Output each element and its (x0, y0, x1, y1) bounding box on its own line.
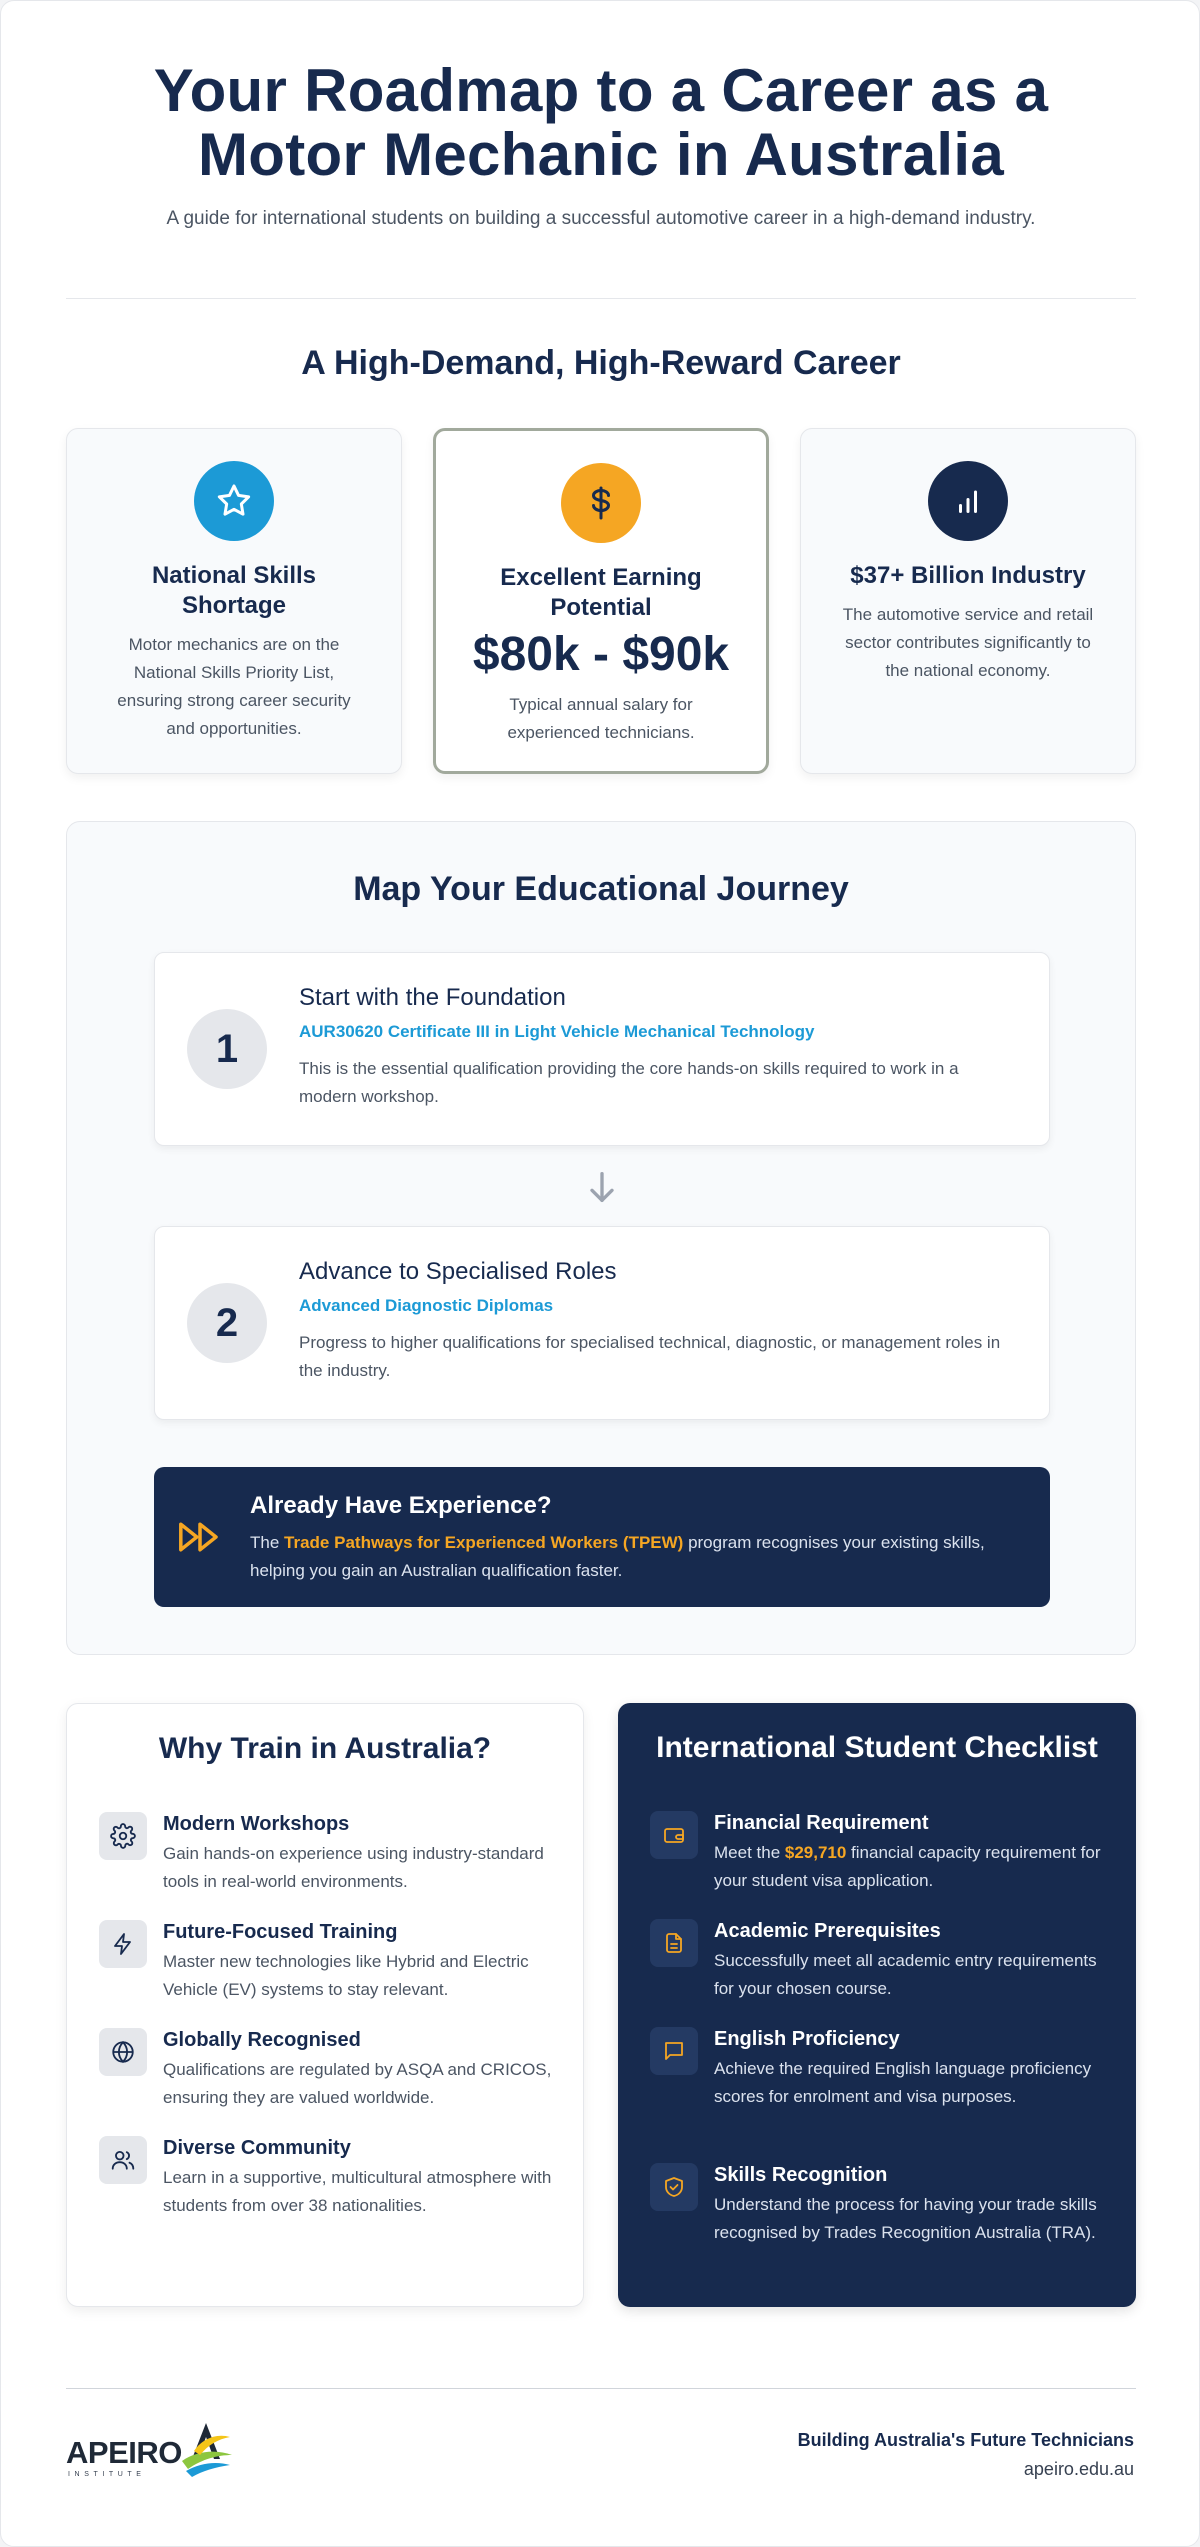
footer-info (798, 2427, 1134, 2485)
apeiro-logo (66, 2421, 236, 2481)
footer-divider (66, 2388, 1136, 2389)
page-title: Your Roadmap to a Career as a Motor Mechanic in Australia (153, 57, 1049, 188)
experience-callout (154, 1467, 1050, 1607)
journey-section-title: Map Your Educational Journey (353, 870, 849, 908)
page-subtitle: A guide for international students on building a successful automotive career in a high-demand industry. (166, 208, 1036, 229)
chat-icon (650, 2027, 698, 2075)
item-text: Meet the $29,710 financial capacity requirement for your student visa application. (714, 1843, 1101, 1890)
step-text: This is the essential qualification providing the core hands-on skills required to work in a modern workshop. (299, 1059, 959, 1106)
item-title: Modern Workshops (163, 1813, 350, 1835)
journey-step (154, 1226, 1050, 1420)
step-title: Advance to Specialised Roles (299, 1258, 617, 1285)
stat-card-title: National Skills Shortage (151, 562, 317, 619)
student-checklist-panel (618, 1703, 1136, 2307)
tpew-highlight: Trade Pathways for Experienced Workers (TPEW) (284, 1533, 684, 1552)
dollar-icon (561, 463, 641, 543)
stat-card-text: Typical annual salary for experienced technicians. (507, 695, 695, 742)
bar-chart-icon (928, 461, 1008, 541)
step-qualification: AUR30620 Certificate III in Light Vehicle Mechanical Technology (299, 1022, 815, 1041)
item-title: Globally Recognised (163, 2029, 361, 2051)
item-text: Gain hands-on experience using industry-standard tools in real-world environments. (163, 1844, 544, 1891)
gear-icon (99, 1812, 147, 1860)
stat-card-text: The automotive service and retail sector contributes significantly to the national economy. (842, 605, 1094, 680)
item-title: Future-Focused Training (163, 1921, 398, 1943)
experience-title: Already Have Experience? (250, 1492, 552, 1519)
journey-section (66, 821, 1136, 1655)
lightning-icon (99, 1920, 147, 1968)
header (66, 59, 1136, 233)
step-text: Progress to higher qualifications for specialised technical, diagnostic, or management roles in the industry. (299, 1333, 1001, 1380)
document-icon (650, 1919, 698, 1967)
shield-check-icon (650, 2163, 698, 2211)
arrow-down-icon (582, 1167, 622, 1207)
item-title: Financial Requirement (714, 1812, 929, 1834)
logo-mark-icon (176, 2421, 236, 2477)
journey-step (154, 952, 1050, 1146)
item-title: Skills Recognition (714, 2164, 888, 2186)
stat-card-text: Motor mechanics are on the National Skills Priority List, ensuring strong career security and opportunities. (117, 635, 351, 738)
item-text: Understand the process for having your trade skills recognised by Trades Recognition Australia (TRA). (714, 2195, 1097, 2242)
divider (66, 298, 1136, 299)
item-title: Academic Prerequisites (714, 1920, 941, 1942)
fast-forward-icon (176, 1517, 224, 1557)
step-title: Start with the Foundation (299, 984, 566, 1011)
step-number: 1 (187, 1009, 267, 1089)
star-icon (194, 461, 274, 541)
item-text: Master new technologies like Hybrid and Electric Vehicle (EV) systems to stay relevant. (163, 1952, 529, 1999)
logo-wordmark: APEIRO (66, 2435, 182, 2470)
item-title: English Proficiency (714, 2028, 900, 2050)
item-text: Successfully meet all academic entry requirements for your chosen course. (714, 1951, 1097, 1998)
wallet-icon (650, 1811, 698, 1859)
why-australia-panel (66, 1703, 584, 2307)
financial-amount: $29,710 (784, 1843, 847, 1862)
stat-card-earning-potential (433, 428, 769, 774)
item-text: Achieve the required English language proficiency scores for enrolment and visa purposes. (714, 2059, 1092, 2106)
panel-title: Why Train in Australia? (158, 1732, 492, 1765)
panel-title: International Student Checklist (656, 1731, 1098, 1764)
logo-subtitle: INSTITUTE (68, 2471, 146, 2478)
step-qualification: Advanced Diagnostic Diplomas (299, 1296, 554, 1315)
stat-card-industry (800, 428, 1136, 774)
stat-card-title: Excellent Earning Potential (500, 564, 702, 621)
footer-url[interactable]: apeiro.edu.au (1023, 2459, 1134, 2479)
stat-card-title: $37+ Billion Industry (850, 562, 1086, 589)
globe-icon (99, 2028, 147, 2076)
item-text: Learn in a supportive, multicultural atmosphere with students from over 38 nationalities. (163, 2168, 552, 2215)
salary-value: $80k - $90k (472, 628, 730, 681)
step-number: 2 (187, 1283, 267, 1363)
footer-tagline: Building Australia's Future Technicians (797, 2430, 1134, 2450)
experience-text: The Trade Pathways for Experienced Workers (TPEW) program recognises your existing skills, helping you gain an Australian qualification faster. (250, 1533, 985, 1580)
users-icon (99, 2136, 147, 2184)
stat-card-skills-shortage (66, 428, 402, 774)
item-title: Diverse Community (163, 2137, 351, 2159)
career-section-title: A High-Demand, High-Reward Career (301, 344, 901, 382)
item-text: Qualifications are regulated by ASQA and CRICOS, ensuring they are valued worldwide. (163, 2060, 552, 2107)
